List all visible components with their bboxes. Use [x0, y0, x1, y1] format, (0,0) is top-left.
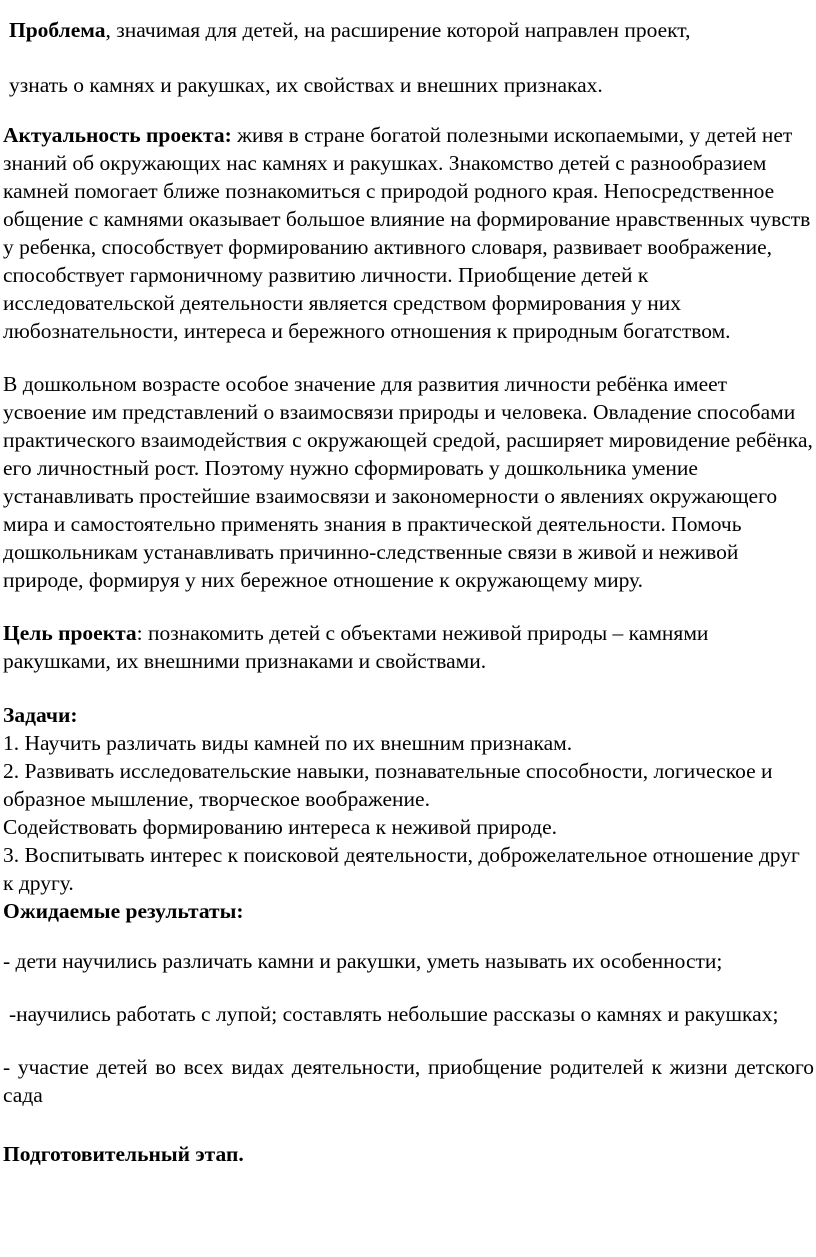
expected-result-3: - участие детей во всех видах деятельности, приобщение родителей к жизни детского сада [3, 1055, 814, 1107]
task-item-2: 2. Развивать исследовательские навыки, познавательные способности, логическое и образное мышление, творческое воображение. [3, 759, 773, 811]
problem-continuation: узнать о камнях и ракушках, их свойствах и внешних признаках. [9, 73, 603, 97]
task-item-3: 3. Воспитывать интерес к поисковой деятельности, доброжелательное отношение друг к другу. [3, 843, 800, 895]
goal-paragraph [3, 619, 814, 675]
goal-text: : познакомить детей с объектами неживой природы – камнями ракушками, их внешними признаками и свойствами. [3, 621, 709, 673]
problem-paragraph [3, 16, 814, 44]
task-item-1: 1. Научить различать виды камней по их внешним признакам. [3, 731, 573, 755]
task-item-2b: Содействовать формированию интереса к неживой природе. [3, 815, 558, 839]
relevance-text: живя в стране богатой полезными ископаемыми, у детей нет знаний об окружающих нас камнях и ракушках. Знакомство детей с разнообразием камней помогает ближе познакомиться с природой родного края. Непосредственное общение с камнями оказывает большое влияние на формирование нравственных чувств у ребенка, способствует формированию активного словаря, развивает воображение, способствует гармоничному развитию личности. Приобщение детей к исследовательской деятельности является средством формирования у них любознательности, интереса и бережного отношения к природным богатством. [3, 123, 811, 343]
goal-label: Цель проекта [3, 621, 137, 645]
expected-result-2: -научились работать с лупой; составлять небольшие рассказы о камнях и ракушках; [9, 1002, 779, 1026]
problem-text: , значимая для детей, на расширение которой направлен проект, [105, 18, 691, 42]
expected-results-heading: Ожидаемые результаты: [3, 899, 244, 923]
preparatory-stage-heading: Подготовительный этап. [3, 1142, 244, 1166]
relevance-label: Актуальность проекта: [3, 123, 232, 147]
preschool-paragraph: В дошкольном возрасте особое значение для развития личности ребёнка имеет усвоение им представлений о взаимосвязи природы и человека. Овладение способами практического взаимодействия с окружающей средой, расширяет мировидение ребёнка, его личностный рост. Поэтому нужно сформировать у дошкольника умение устанавливать простейшие взаимосвязи и закономерности о явлениях окружающего мира и самостоятельно применять знания в практической деятельности. Помочь дошкольникам устанавливать причинно-следственные связи в живой и неживой природе, формируя у них бережное отношение к окружающему миру. [3, 372, 813, 592]
relevance-paragraph [3, 121, 814, 345]
problem-label: Проблема [9, 18, 106, 42]
expected-result-1: - дети научились различать камни и ракушки, уметь называть их особенности; [3, 949, 723, 973]
tasks-heading: Задачи: [3, 703, 78, 727]
